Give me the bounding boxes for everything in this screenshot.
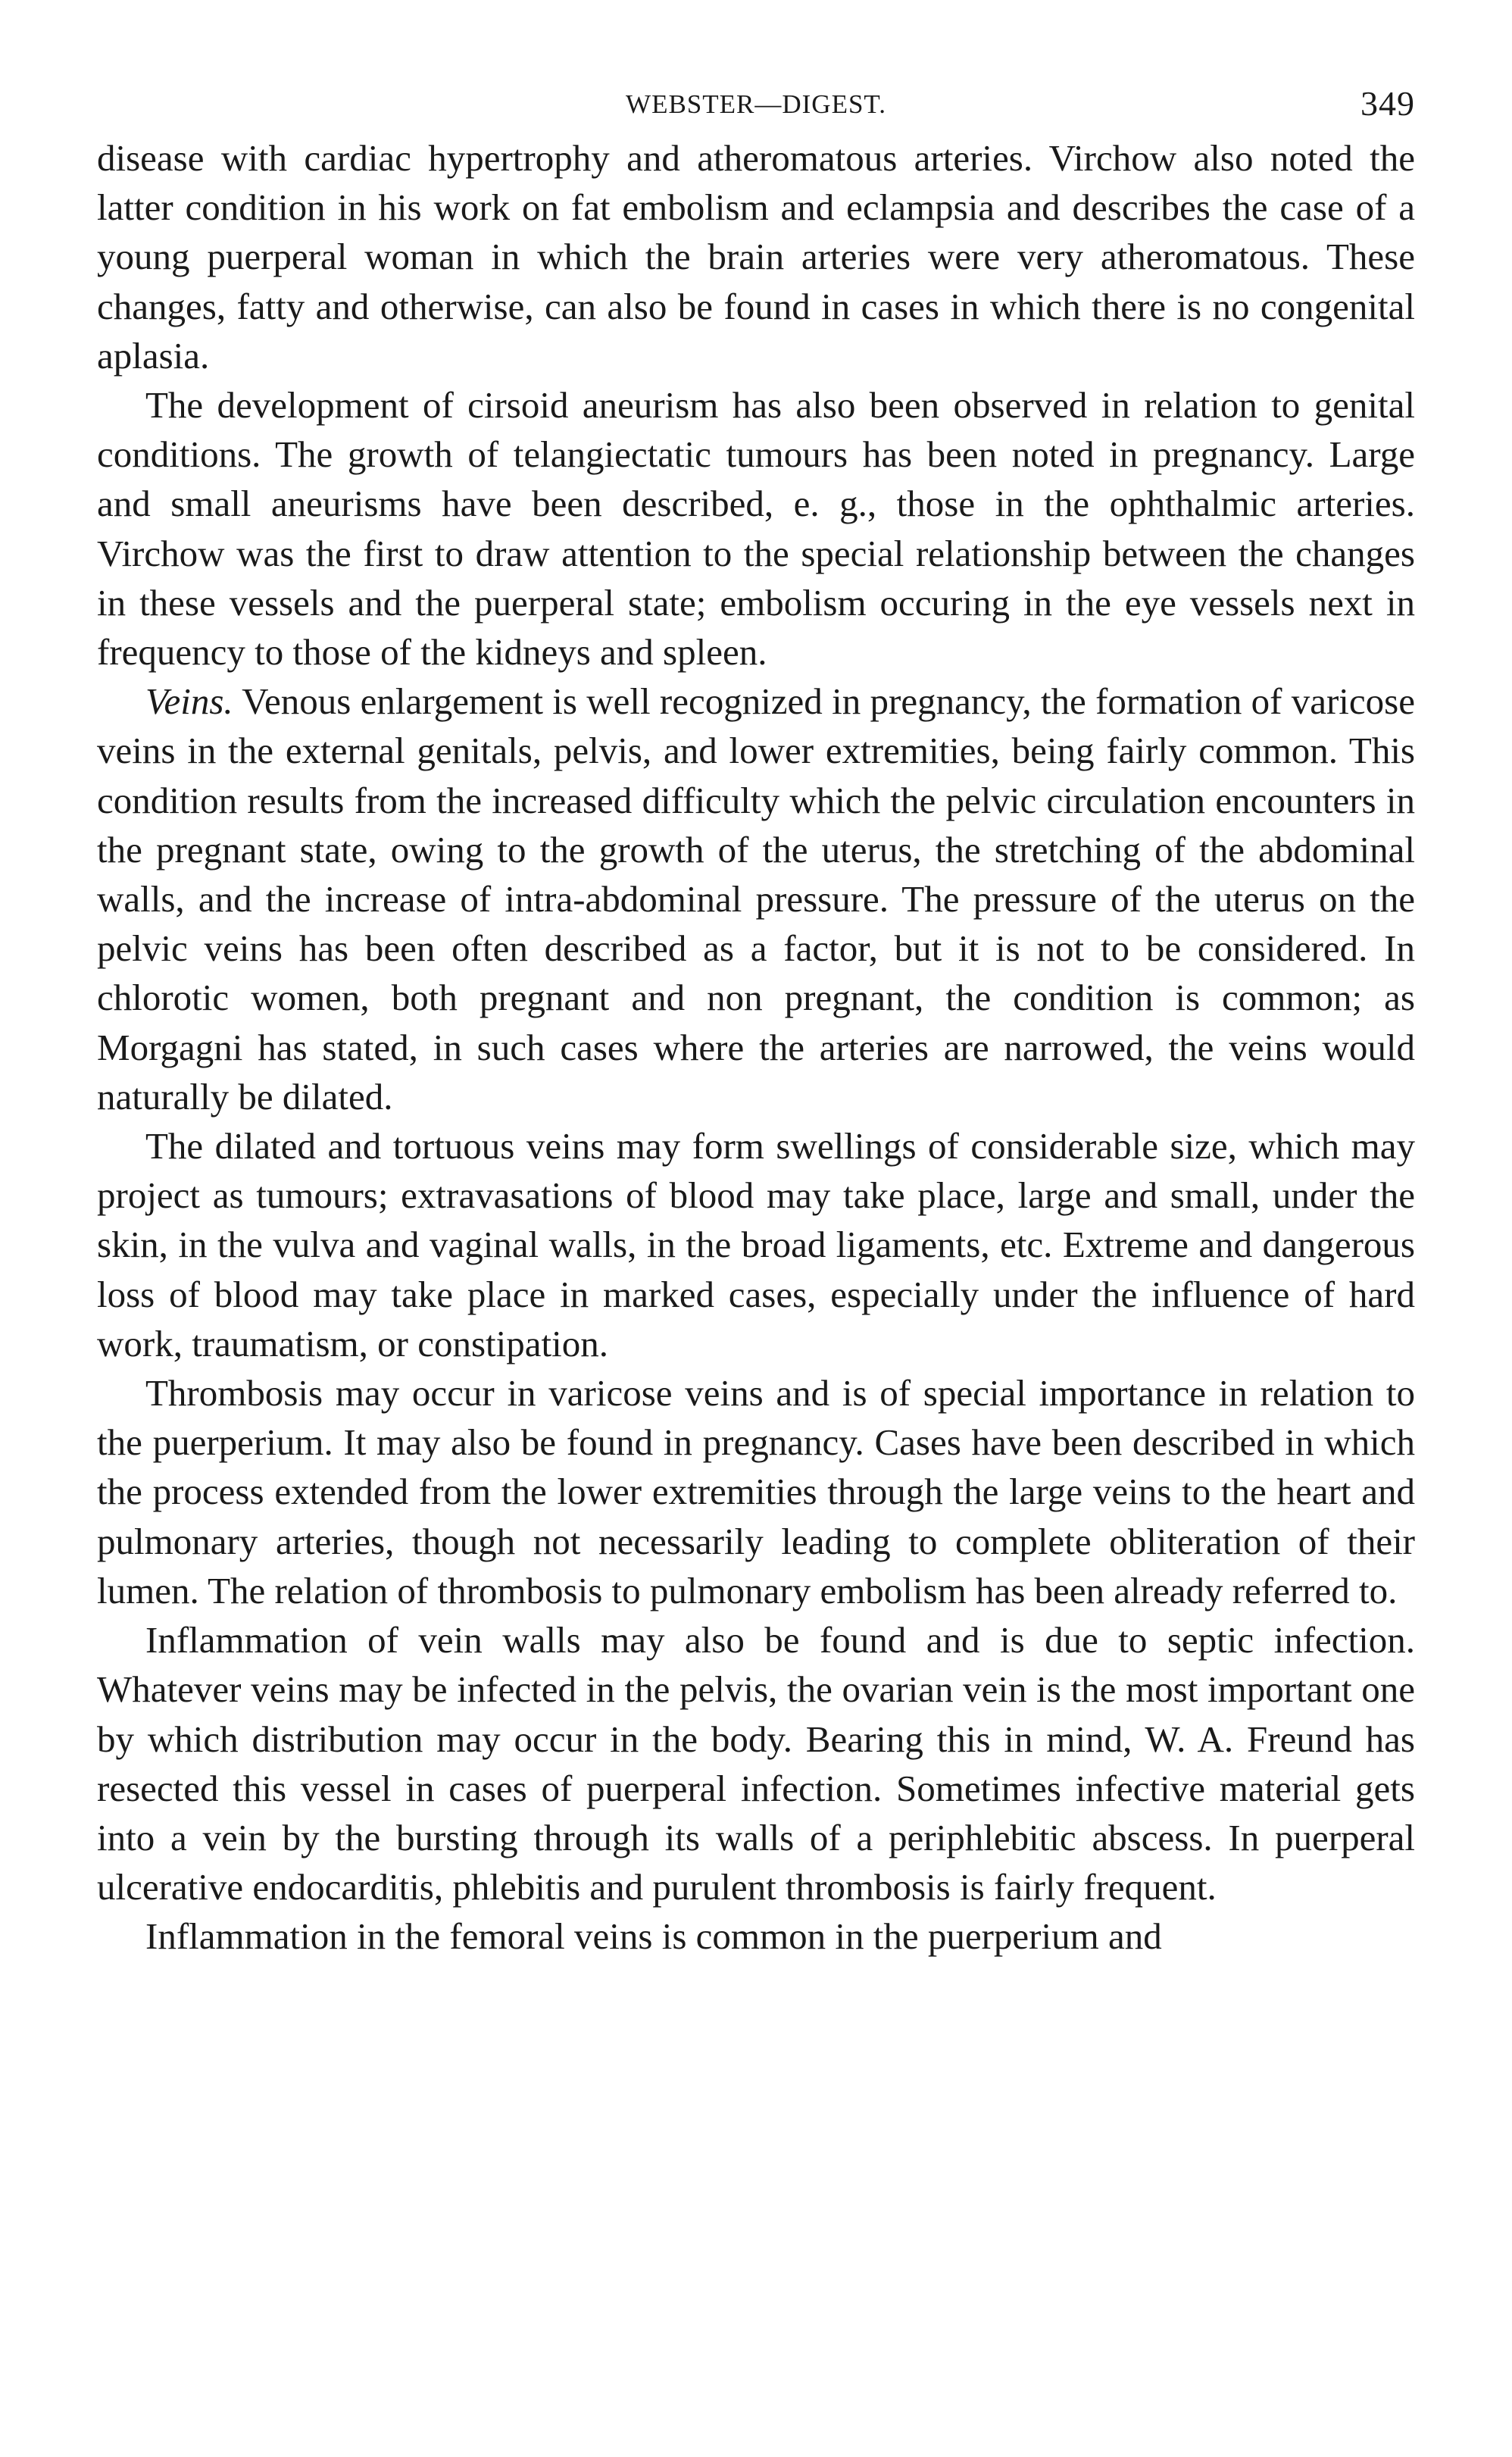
paragraph	[97, 380, 1415, 677]
paragraph-text: Thrombosis may occur in varicose veins and is of special importance in relation to the puerperium. It may also be found in pregnancy. Cases have been described in which the process extended from the lower extremities through the large veins to the heart and pulmonary arteries, though not necessarily leading to complete obliteration of their lumen. The relation of thrombosis to pulmonary embolism has been already referred to.	[97, 1372, 1415, 1611]
paragraph-text: Venous enlargement is well recognized in pregnancy, the formation of varicose veins in the external genitals, pelvis, and lower extremities, being fairly common. This condition results from the increased difficulty which the pelvic circulation encounters in the pregnant state, owing to the growth of the uterus, the stretching of the abdominal walls, and the increase of intra-abdominal pressure. The pressure of the uterus on the pelvic veins has been often described as a factor, but it is not to be considered. In chlorotic women, both pregnant and non pregnant, the condition is common; as Morgagni has stated, in such cases where the arteries are narrowed, the veins would naturally be dilated.	[97, 680, 1415, 1118]
paragraph	[97, 677, 1415, 1121]
book-page	[97, 83, 1415, 1962]
running-head	[97, 83, 1415, 129]
section-run-in-heading: Veins.	[145, 680, 233, 723]
paragraph-text: The development of cirsoid aneurism has also been observed in relation to genital conditions. The growth of telangiectatic tumours has been noted in pregnancy. Large and small aneurisms have been described, e. g., those in the ophthalmic arteries. Virchow was the first to draw attention to the special relationship between the changes in these vessels and the puerperal state; embolism occuring in the eye vessels next in frequency to those of the kidneys and spleen.	[97, 384, 1415, 674]
paragraph-text: The dilated and tortuous veins may form swellings of considerable size, which may project as tumours; extravasations of blood may take place, large and small, under the skin, in the vulva and vaginal walls, in the broad ligaments, etc. Extreme and dangerous loss of blood may take place in marked cases, especially under the influence of hard work, traumatism, or constipation.	[97, 1125, 1415, 1364]
paragraph-text: Inflammation in the femoral veins is common in the puerperium and	[145, 1915, 1162, 1958]
paragraph-text: disease with cardiac hypertrophy and atheromatous arteries. Virchow also noted the latter condition in his work on fat embolism and eclampsia and describes the case of a young puerperal woman in which the brain arteries were very atheromatous. These changes, fatty and otherwise, can also be found in cases in which there is no congenital aplasia.	[97, 137, 1415, 377]
running-title: WEBSTER—DIGEST.	[626, 89, 886, 119]
paragraph	[97, 1912, 1415, 1961]
paragraph	[97, 1615, 1415, 1912]
body-text	[97, 133, 1415, 1962]
paragraph	[97, 133, 1415, 380]
paragraph	[97, 1121, 1415, 1368]
page-number: 349	[1360, 84, 1415, 123]
paragraph	[97, 1368, 1415, 1615]
paragraph-text: Inflammation of vein walls may also be found and is due to septic infection. Whatever veins may be infected in the pelvis, the ovarian vein is the most important one by which distribution may occur in the body. Bearing this in mind, W. A. Freund has resected this vessel in cases of puerperal infection. Sometimes infective material gets into a vein by the bursting through its walls of a periphlebitic abscess. In puerperal ulcerative endocarditis, phlebitis and purulent thrombosis is fairly frequent.	[97, 1619, 1415, 1908]
